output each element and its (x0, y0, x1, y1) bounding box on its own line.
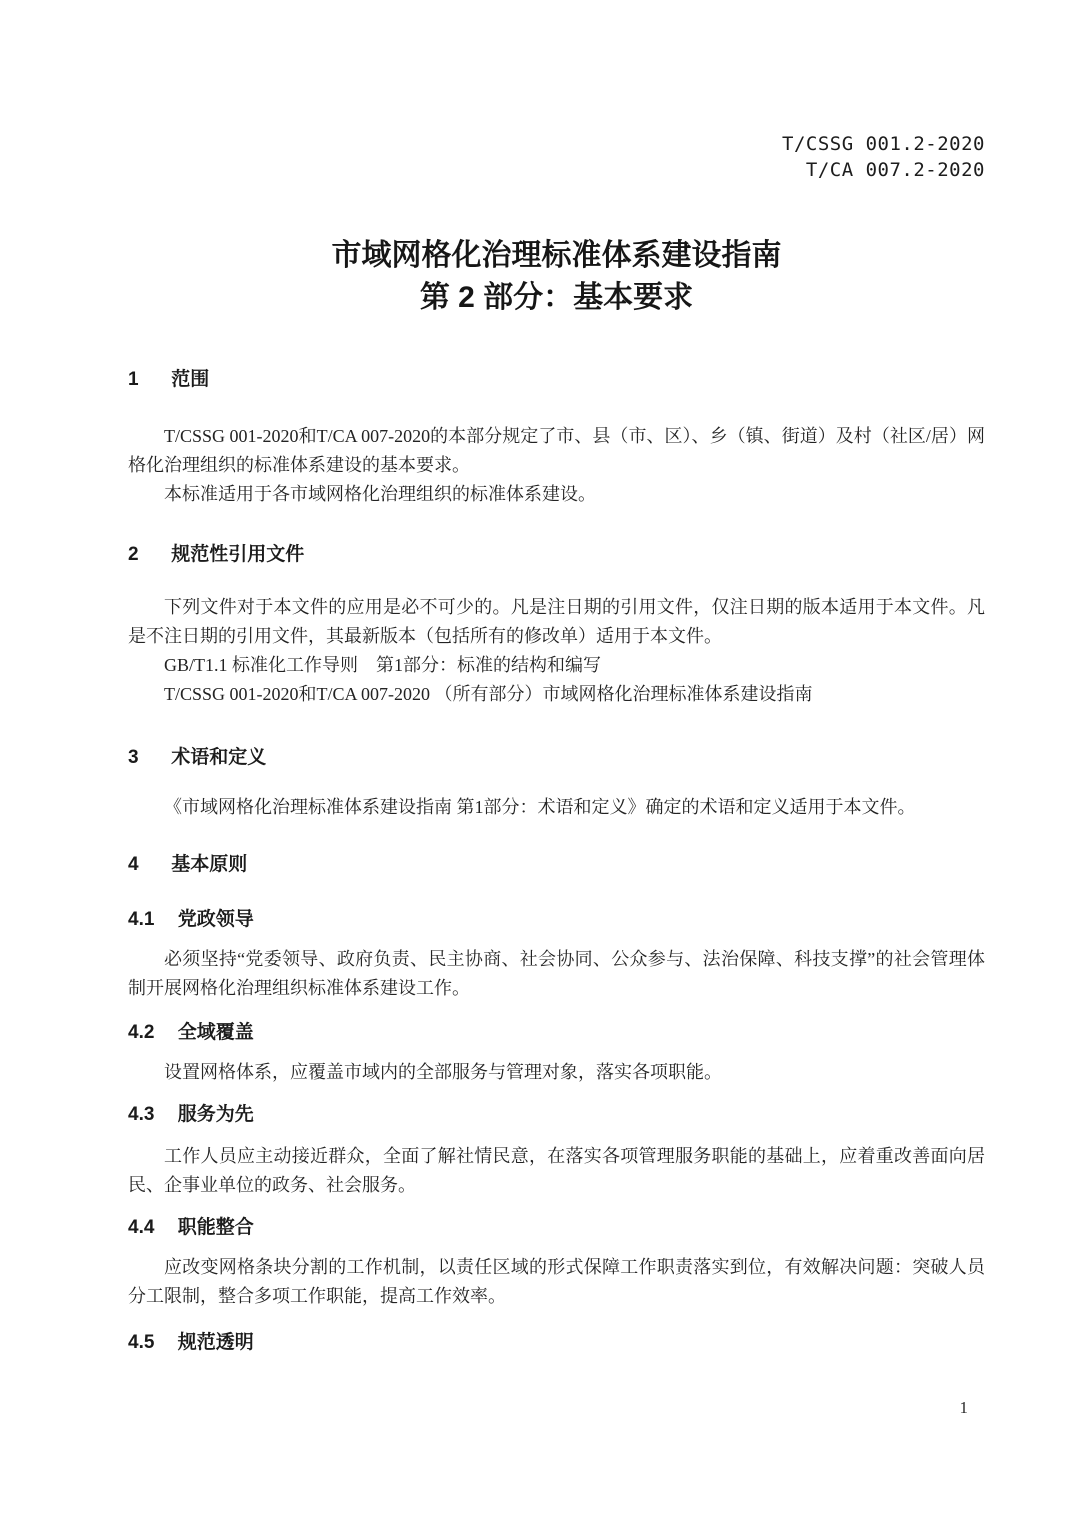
subsection-number: 4.5 (128, 1332, 155, 1353)
subsection-title: 服务为先 (177, 1104, 254, 1125)
section-basic-principles (128, 852, 985, 1356)
document-title-line1: 市域网格化治理标准体系建设指南 (331, 239, 782, 272)
subsection-number: 4.1 (128, 909, 155, 930)
paragraph: 必须坚持“党委领导、政府负责、民主协商、社会协同、公众参与、法治保障、科技支撑”的社会管理体制开展网格化治理组织标准体系建设工作。 (128, 949, 985, 998)
doc-number-line2: T/CA 007.2-2020 (805, 159, 985, 181)
subsection-number: 4.3 (128, 1104, 155, 1125)
section-number: 2 (128, 544, 139, 565)
reference-item: T/CSSG 001-2020和T/CA 007-2020 （所有部分）市域网格化治理标准体系建设指南 (164, 684, 813, 704)
subsection-title: 党政领导 (177, 909, 254, 930)
paragraph: 应改变网格条块分割的工作机制，以责任区域的形式保障工作职责落实到位，有效解决问题：突破人员分工限制，整合多项工作职能，提高工作效率。 (128, 1257, 985, 1306)
paragraph: 工作人员应主动接近群众，全面了解社情民意，在落实各项管理服务职能的基础上，应着重改善面向居民、企事业单位的政务、社会服务。 (128, 1146, 985, 1195)
doc-number-line1: T/CSSG 001.2-2020 (782, 133, 985, 155)
subsection-heading (128, 1020, 985, 1046)
subsection-heading (128, 1102, 985, 1128)
subsection-function-integration (128, 1215, 985, 1311)
reference-item: GB/T1.1 标准化工作导则 第1部分：标准的结构和编写 (164, 655, 601, 675)
subsection-heading (128, 907, 985, 933)
paragraph: 《市域网格化治理标准体系建设指南 第1部分：术语和定义》确定的术语和定义适用于本文件。 (164, 797, 916, 817)
paragraph: 本标准适用于各市域网格化治理组织的标准体系建设。 (164, 484, 596, 504)
section-normative-references (128, 542, 985, 709)
section-title: 范围 (171, 369, 210, 390)
section-number: 1 (128, 369, 139, 390)
document-title-line2: 第 2 部分：基本要求 (419, 281, 694, 314)
section-terms-definitions (128, 745, 985, 822)
subsection-standard-transparency (128, 1330, 985, 1356)
section-title: 术语和定义 (171, 747, 267, 768)
section-scope-heading (128, 367, 985, 393)
subsection-number: 4.4 (128, 1217, 155, 1238)
paragraph: 设置网格体系，应覆盖市域内的全部服务与管理对象，落实各项职能。 (164, 1062, 722, 1082)
section-terms-definitions-heading (128, 745, 985, 771)
paragraph: T/CSSG 001-2020和T/CA 007-2020的本部分规定了市、县（市、区）、乡（镇、街道）及村（社区/居）网格化治理组织的标准体系建设的基本要求。 (128, 426, 985, 475)
section-title: 规范性引用文件 (171, 544, 305, 565)
subsection-title: 规范透明 (177, 1332, 254, 1353)
subsection-heading (128, 1215, 985, 1241)
subsection-title: 全域覆盖 (177, 1022, 254, 1043)
doc-number-block (128, 131, 985, 183)
section-number: 4 (128, 854, 139, 875)
section-normative-references-heading (128, 542, 985, 568)
page-number: 1 (959, 1398, 968, 1417)
subsection-title: 职能整合 (177, 1217, 254, 1238)
section-basic-principles-heading (128, 852, 985, 878)
subsection-full-coverage (128, 1020, 985, 1087)
section-title: 基本原则 (171, 854, 248, 875)
subsection-heading (128, 1330, 985, 1356)
paragraph: 下列文件对于本文件的应用是必不可少的。凡是注日期的引用文件，仅注日期的版本适用于本文件。凡是不注日期的引用文件，其最新版本（包括所有的修改单）适用于本文件。 (128, 597, 985, 646)
section-scope (128, 367, 985, 509)
subsection-service-first (128, 1102, 985, 1200)
document-title (128, 235, 985, 319)
subsection-number: 4.2 (128, 1022, 155, 1043)
subsection-party-government-leadership (128, 907, 985, 1003)
section-number: 3 (128, 747, 139, 768)
